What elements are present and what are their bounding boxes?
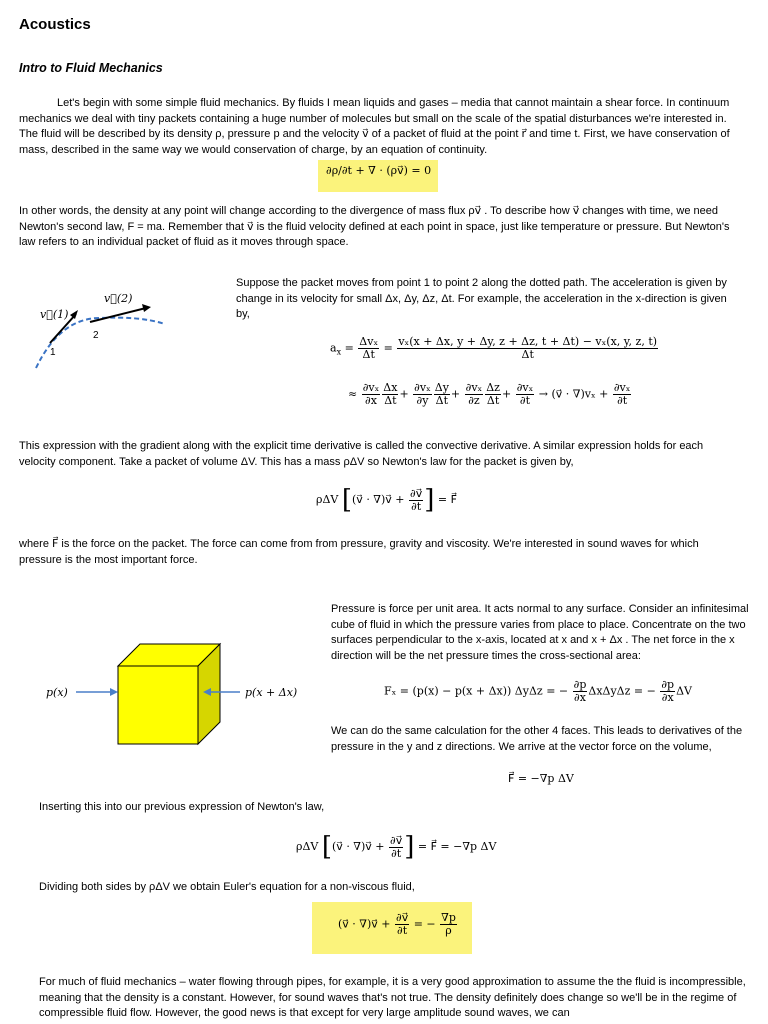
equation-continuity xyxy=(318,160,438,192)
equation-fx xyxy=(384,679,692,704)
euler-g-den: ρ xyxy=(445,924,452,937)
approx-arrow: → (v⃗ · ∇)vₓ + xyxy=(538,387,609,401)
newton2-inner: (v⃗ · ∇)v⃗ + xyxy=(332,840,385,853)
ax-eq-2: = xyxy=(383,341,393,355)
fx-f2-den: ∂x xyxy=(661,691,674,704)
equation-euler xyxy=(312,902,472,954)
t1-den: ∂x xyxy=(365,394,377,407)
ax-f1-num: Δvₓ xyxy=(359,335,379,348)
newton2-f-den: ∂t xyxy=(391,846,402,860)
paragraph-acceleration: Suppose the packet moves from point 1 to point 2 along the dotted path. The acceleration is given by change in its velocity for small Δx, Δy, Δz, Δt. For example, the acceleration in the x-direction is given by, xyxy=(236,277,727,320)
t4-den: ∂t xyxy=(519,394,531,407)
page-title: Acoustics xyxy=(19,16,91,33)
velocity-arrow-2 xyxy=(90,308,146,322)
paragraph-convective: This expression with the gradient along with the explicit time derivative is called the convective derivative. A similar expression holds for each velocity component. Take a packet of volume ΔV. This has a mass ρΔV so Newton's law for the packet is given by, xyxy=(19,440,704,468)
fx-f1-num: ∂p xyxy=(573,678,587,691)
equation-force-vector: F⃗ = −∇p ΔV xyxy=(508,772,574,785)
fx-f1-den: ∂x xyxy=(574,691,586,704)
paragraph-four-faces: We can do the same calculation for the other 4 faces. This leads to derivatives of the pressure in the y and z directions. We arrive at the vector force on the volume, xyxy=(331,725,743,753)
t4-num: ∂vₓ xyxy=(516,381,534,394)
ax-lhs: a xyxy=(330,341,337,355)
ax-f1-den: Δt xyxy=(362,348,375,361)
newton-post: = F⃗ xyxy=(437,493,457,506)
newton-f-den: ∂t xyxy=(411,499,422,513)
t1-num: ∂vₓ xyxy=(362,381,380,394)
ax-f2-den: Δt xyxy=(521,348,534,361)
ax-f2-num: vₓ(x + Δx, y + Δy, z + Δz, t + Δt) − vₓ(x, y, z, t) xyxy=(398,335,658,348)
t1c-den: Δt xyxy=(384,394,397,407)
paragraph-pressure: Pressure is force per unit area. It acts normal to any surface. Consider an infinitesimal cube of fluid in which the pressure varies from place to place. Concentrate on the two surfaces perpendicular to the x-axis, located at x and x + Δx . The net force in the x direction will be the net pressure times the cross-sectional area: xyxy=(331,603,749,662)
fx-end: ΔV xyxy=(676,684,692,698)
fig1-label-v2: v⃗(2) xyxy=(104,292,133,305)
paragraph-dividing: Dividing both sides by ρΔV we obtain Euler's equation for a non-viscous fluid, xyxy=(39,881,415,893)
newton-f-num: ∂v⃗ xyxy=(410,486,423,500)
fx-f2-num: ∂p xyxy=(661,678,675,691)
newton2-f-num: ∂v⃗ xyxy=(390,833,403,847)
equation-newton: ρΔV [(v⃗ · ∇)v⃗ + $\frac{\partial v⃗}{\partial t}$ ] = F⃗ xyxy=(316,485,457,515)
t2c-den: Δt xyxy=(435,394,449,407)
fig1-point-2: 2 xyxy=(93,330,99,341)
t2b-num: Δy xyxy=(434,381,449,394)
t3-den: ∂z xyxy=(468,394,480,407)
euler-eq: = − xyxy=(413,917,436,931)
equation-approx: ≈ $\frac{\text{∂vₓ}}{\partial x}$ $\frac{\Delta x}{\Delta t}$ + $\frac{\text{∂vₓ}}{\partial y}$ $\frac{\Delta y}{\Delta t}$ + $\frac{\text{∂vₓ}}{\partial z}$ $\frac{\Delta z}{\Delta t}$ + $\frac{\text{∂vₓ}}{\partial t}$ → (v⃗ · ∇)vₓ + $\frac{\text{∂vₓ}}{\partial t}$ xyxy=(348,381,631,407)
approx-sign: ≈ xyxy=(348,387,358,401)
figure-packet-path xyxy=(30,288,175,373)
euler-f-den: ∂t xyxy=(397,924,408,937)
euler-lhs: (v⃗ · ∇)v⃗ + xyxy=(338,917,391,931)
euler-f-num: ∂v⃗ xyxy=(396,911,409,924)
t3c-den: Δt xyxy=(486,394,500,407)
t5-num: ∂vₓ xyxy=(613,381,631,394)
paragraph-force: where F⃗ is the force on the packet. The force can come from from pressure, gravity and viscosity. We're interested in sound waves for which pressure is the most important force. xyxy=(19,538,699,566)
fx-mid: ΔxΔyΔz = − xyxy=(588,684,656,698)
t2-den: ∂y xyxy=(416,394,429,407)
ax-eq: = xyxy=(344,341,354,355)
paragraph-incompressible: For much of fluid mechanics – water flowing through pipes, for example, it is a very good approximation to assume the the fluid is incompressible, meaning that the density is a constant. However, for sound waves that's not true. The density definitely does change so we'll be in the regime of compressible fluid flow. However, the good news is that except for very large amplitude sound waves, we can xyxy=(39,976,746,1019)
equation-newton-2: ρΔV [(v⃗ · ∇)v⃗ + $\frac{\partial v⃗}{\partial t}$ ] = F⃗ = −∇p ΔV xyxy=(296,832,497,862)
newton-inner: (v⃗ · ∇)v⃗ + xyxy=(352,493,405,506)
paragraph-newton: In other words, the density at any point will change according to the divergence of mass flux ρv⃗ . To describe how v⃗ changes with time, we need Newton's second law, F = ma. Remember that v⃗ is the fluid velocity defined at each point in space, just like temperature or pressure. But Newton's law refers to an individual packet of fluid as it moves through space. xyxy=(19,205,730,248)
fx-lhs: Fₓ = (p(x) − p(x + Δx)) ΔyΔz = − xyxy=(384,684,569,698)
euler-g-num: ∇p xyxy=(441,911,456,924)
newton-pre: ρΔV xyxy=(316,493,339,506)
paragraph-inserting: Inserting this into our previous expression of Newton's law, xyxy=(39,801,325,813)
fig1-label-v1: v⃗(1) xyxy=(40,308,69,321)
fig1-point-1: 1 xyxy=(50,347,56,358)
t2-num: ∂vₓ xyxy=(414,381,431,394)
label-p-x: p(x) xyxy=(46,686,68,699)
figure-pressure-cube xyxy=(40,630,310,750)
newton2-post: = F⃗ = −∇p ΔV xyxy=(417,840,497,853)
paragraph-intro: Let's begin with some simple fluid mechanics. By fluids I mean liquids and gases – media that cannot maintain a shear force. In continuum mechanics we deal with tiny packets containing a huge number of molecules but small on the scale of the spatial disturbances we're interested in. The fluid will be described by its density ρ, pressure p and the velocity v⃗ of a packet of fluid at the point r⃗ and time t. First, we have conservation of mass, described in the same way we would conservation of charge, by an equation of continuity. xyxy=(19,97,730,156)
equation-ax xyxy=(330,336,659,361)
t1b-num: Δx xyxy=(383,381,398,394)
continuity-text: ∂ρ/∂t + ∇ · (ρv⃗) = 0 xyxy=(326,164,432,177)
section-subtitle: Intro to Fluid Mechanics xyxy=(19,61,163,75)
ax-lhs-sub: x xyxy=(336,347,342,357)
newton2-pre: ρΔV xyxy=(296,840,319,853)
cube-front xyxy=(118,666,198,744)
dotted-path xyxy=(36,318,165,368)
t5-den: ∂t xyxy=(617,394,628,407)
t3b-num: Δz xyxy=(486,381,500,394)
label-p-x-dx: p(x + Δx) xyxy=(245,686,298,699)
t3-num: ∂vₓ xyxy=(465,381,483,394)
